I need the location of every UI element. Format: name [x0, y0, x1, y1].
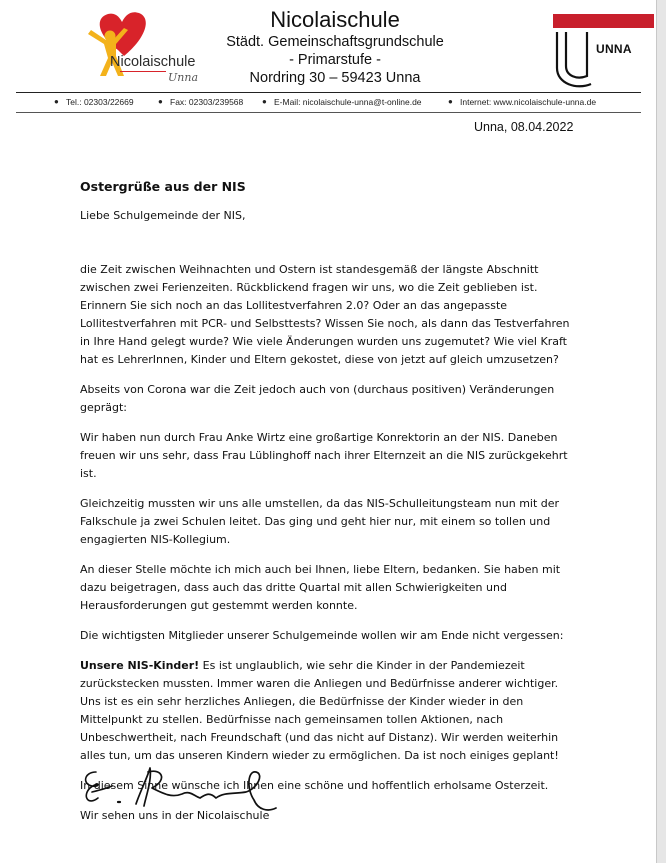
- closing-paragraph: In diesem Sinne wünsche ich Ihnen eine schöne und hoffentlich erholsame Osterzeit.: [80, 779, 549, 792]
- school-level: - Primarstufe -: [289, 52, 381, 68]
- logo-school-name: Nicolaischule: [110, 54, 196, 70]
- paragraph: An dieser Stelle möchte ich mich auch bei Ihnen, liebe Eltern, bedanken. Sie haben mit dazu beigetragen, dass auch das dritte Quartal mit allen Schwierigkeiten und Herausforderungen gut gestemmt werden konnte.: [80, 563, 561, 612]
- farewell-line: Wir sehen uns in der Nicolaischule: [80, 809, 270, 822]
- city-emblem-icon: [553, 30, 597, 92]
- letter-title: Ostergrüße aus der NIS: [80, 179, 246, 194]
- contact-email: E-Mail: nicolaischule-unna@t-online.de: [274, 97, 422, 107]
- kids-text: Es ist unglaublich, wie sehr die Kinder in der Pandemiezeit zurückstecken mussten. Immer waren die Anliegen und Bedürfnisse anderer wichtiger. Uns ist es ein sehr herzliches Anliegen, die Bedürfnisse der Kinder wieder in den Mittelpunkt zu stellen. Bedürfnisse nach gemeinsamen tollen Aktionen, nach Unbeschwertheit, nach Freundschaft (und das nicht auf Distanz). Wir werden weiterhin alles tun, um das unseren Kindern wieder zu ermöglichen. Da ist noch einiges geplant!: [80, 659, 559, 762]
- paragraph: Wir haben nun durch Frau Anke Wirtz eine großartige Konrektorin an der NIS. Daneben freuen wir uns sehr, dass Frau Lüblinghoff nach ihrer Elternzeit an die NIS zurückgekehrt ist.: [80, 431, 568, 480]
- paragraph: Gleichzeitig mussten wir uns alle umstellen, da das NIS-Schulleitungsteam nun mit der Falkschule ja zwei Schulen leitet. Das ging und geht hier nur, mit einem so tollen und engagierten NIS-Kollegium.: [80, 497, 560, 546]
- paragraph: Abseits von Corona war die Zeit jedoch auch von (durchaus positiven) Veränderungen geprägt:: [80, 383, 555, 414]
- kids-paragraph: [80, 657, 580, 765]
- viewer-edge: [657, 0, 666, 863]
- signature-image: [78, 758, 288, 828]
- bullet-icon: ●: [448, 97, 453, 106]
- logo-divider: [120, 71, 166, 72]
- paragraph: die Zeit zwischen Weihnachten und Ostern ist standesgemäß der längste Abschnitt zwischen zwei Ferienzeiten. Rückblickend fragen wir uns, wo die Zeit geblieben ist. Erinnern Sie sich noch an das Lollitestverfahren 2.0? Oder an das angepasste Lollitestverfahren mit PCR- und Selbsttests? Wissen Sie noch, als dann das Testverfahren in Ihre Hand gelegt wurde? Wie viele Änderungen wurden uns zugemutet? Wie viel Kraft hat es LehrerInnen, Kinder und Eltern gekostet, diese von jetzt auf gleich umzusetzen?: [80, 263, 570, 366]
- contact-fax: Fax: 02303/239568: [170, 97, 244, 107]
- bullet-icon: ●: [262, 97, 267, 106]
- contact-phone: Tel.: 02303/22669: [66, 97, 134, 107]
- bullet-icon: ●: [54, 97, 59, 106]
- letter-date: Unna, 08.04.2022: [474, 120, 574, 134]
- city-logo-bar: [553, 14, 654, 28]
- header-divider: [16, 92, 641, 93]
- school-name: Nicolaischule: [270, 7, 400, 32]
- city-logo: [553, 14, 653, 90]
- bullet-icon: ●: [158, 97, 163, 106]
- contact-website: Internet: www.nicolaischule-unna.de: [460, 97, 597, 107]
- logo-city-name: Unna: [168, 71, 198, 84]
- city-logo-text: UNNA: [596, 42, 632, 56]
- school-address: Nordring 30 – 59423 Unna: [249, 70, 421, 86]
- letter-greeting: Liebe Schulgemeinde der NIS,: [80, 209, 246, 222]
- letter-body: [80, 178, 580, 837]
- contact-divider: [16, 112, 641, 113]
- paragraph: Die wichtigsten Mitglieder unserer Schulgemeinde wollen wir am Ende nicht vergessen:: [80, 629, 564, 642]
- school-logo: [78, 10, 218, 90]
- school-type: Städt. Gemeinschaftsgrundschule: [226, 34, 444, 50]
- kids-lead: Unsere NIS-Kinder!: [80, 659, 200, 672]
- school-address-block: [200, 6, 470, 87]
